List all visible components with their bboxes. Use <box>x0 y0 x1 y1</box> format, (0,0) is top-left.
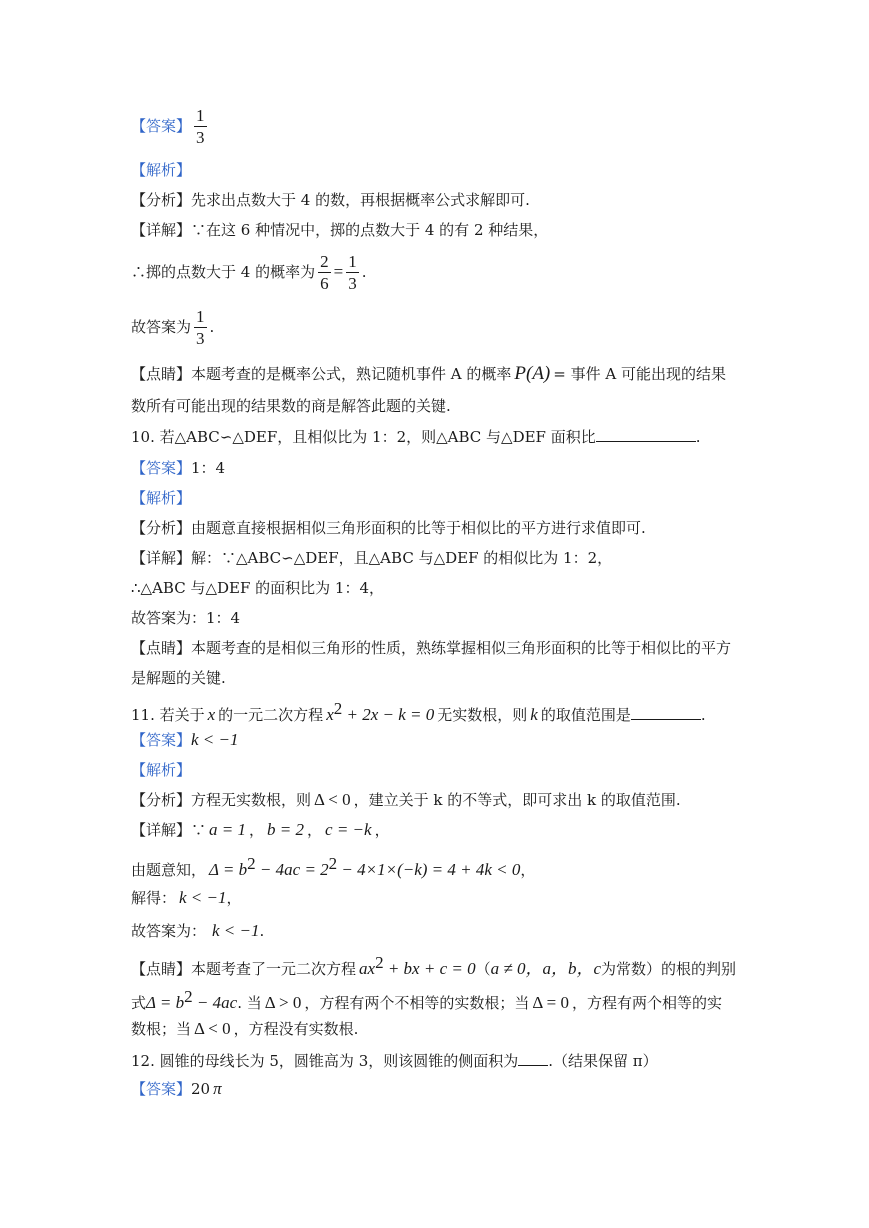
q11-solution: 解得： k < −1， <box>131 888 242 907</box>
fraction: $\frac{1}{3}$ <box>348 252 357 293</box>
fraction: $\frac{2}{6}$ <box>320 252 329 293</box>
q10-dianjing-cont: 是解题的关键. <box>131 669 226 687</box>
q12-question: 12. 圆锥的母线长为 5，圆锥高为 3，则该圆锥的侧面积为 .（结果保留 π） <box>131 1052 658 1070</box>
answer-tag: 【答案】 <box>131 117 192 135</box>
q11-analysis-tag: 【解析】 <box>131 761 192 779</box>
q10-dianjing: 【点睛】本题考查的是相似三角形的性质，熟练掌握相似三角形面积的比等于相似比的平方 <box>131 639 732 657</box>
q9-answer-line <box>131 107 210 147</box>
q11-xiangjie: 【详解】∵ a = 1 ， b = 2 ， c = −k ， <box>131 820 390 839</box>
q10-analysis-tag: 【解析】 <box>131 489 192 507</box>
q9-fenxi: 【分析】先求出点数大于 4 的数，再根据概率公式求解即可. <box>131 191 530 209</box>
q10-final: 故答案为：1：4 <box>131 609 241 627</box>
q10-xiangjie: 【详解】解：∵△ABC∽△DEF，且△ABC 与△DEF 的相似比为 1：2， <box>131 549 613 567</box>
q10-answer: 【答案】1：4 <box>131 459 226 477</box>
q9-final-answer: 故答案为 $\frac{1}{3}$ . <box>131 307 215 348</box>
fraction: $\frac{1}{3}$ <box>196 106 205 147</box>
q11-final: 故答案为： k < −1. <box>131 921 265 940</box>
q9-dianjing: 【点睛】本题考查的是概率公式，熟记随机事件 A 的概率 P(A) = 事件 A 可能出现的结果 <box>131 363 726 384</box>
answer-blank <box>596 427 696 442</box>
q11-question: 11. 若关于 x 的一元二次方程 $x^2 + 2x - k = 0$ 无实数根，则 k 的取值范围是 . <box>131 699 706 724</box>
q12-answer: 【答案】20 π <box>131 1079 222 1098</box>
q10-line2: ∴△ABC 与△DEF 的面积比为 1：4， <box>131 579 385 597</box>
q10-fenxi: 【分析】由题意直接根据相似三角形面积的比等于相似比的平方进行求值即可. <box>131 519 646 537</box>
q9-analysis-tag: 【解析】 <box>131 161 192 179</box>
answer-blank <box>518 1051 548 1066</box>
q11-fenxi: 【分析】方程无实数根，则 Δ < 0 ，建立关于 k 的不等式，即可求出 k 的取值范围. <box>131 790 681 809</box>
q11-dianjing: 【点睛】本题考查了一元二次方程 $ax^2$ + bx + c = 0（a ≠ 0，a，b，c为常数）的根的判别 <box>131 953 737 978</box>
q11-answer: 【答案】k < −1 <box>131 730 239 749</box>
q11-dianjing-cont: 式$\Delta = b^2 - 4ac$. 当 Δ > 0 ，方程有两个不相等的实数根；当 Δ = 0 ，方程有两个相等的实 <box>131 987 722 1012</box>
q9-xiangjie: 【详解】∵在这 6 种情况中，掷的点数大于 4 的有 2 种结果， <box>131 221 549 239</box>
q11-discriminant: 由题意知， $\Delta = b^2 - 4ac = 2^2 - 4\times 1\times(-k) = 4 + 4k < 0$， <box>131 854 536 879</box>
q11-dianjing-cont2: 数根；当 Δ < 0 ，方程没有实数根. <box>131 1019 359 1038</box>
q9-probability-line: ∴掷的点数大于 4 的概率为 $\frac{2}{6}$ = $\frac{1}{3}$ . <box>131 252 367 293</box>
fraction: $\frac{1}{3}$ <box>196 307 205 348</box>
q9-dianjing-cont: 数所有可能出现的结果数的商是解答此题的关键. <box>131 397 451 415</box>
q10-question: 10. 若△ABC∽△DEF，且相似比为 1：2，则△ABC 与△DEF 面积比 . <box>131 428 701 446</box>
answer-blank <box>631 705 701 720</box>
